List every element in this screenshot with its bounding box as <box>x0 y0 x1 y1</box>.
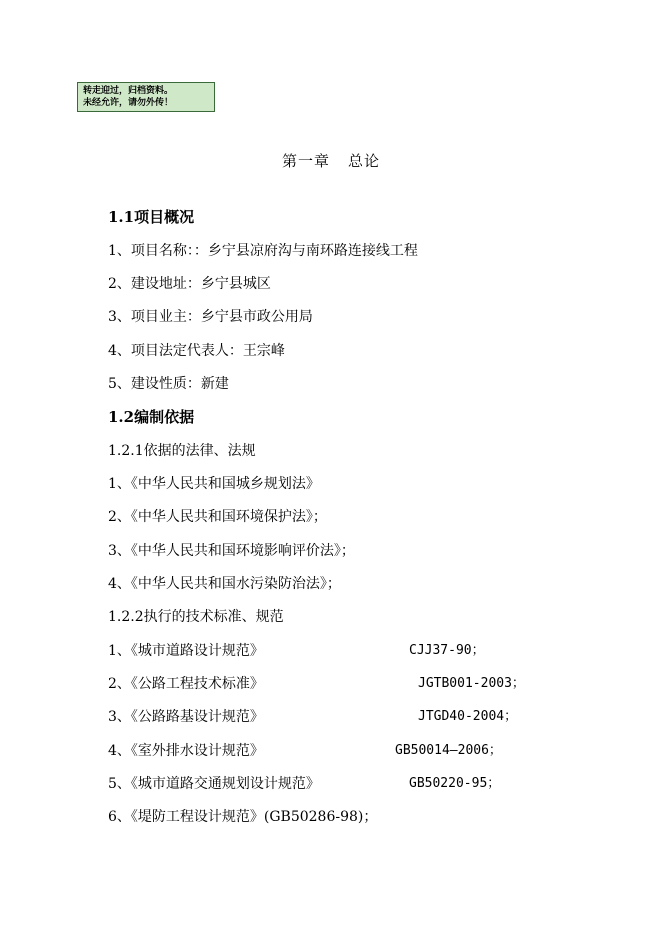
stamp-line-1: 转走迎过，归档资料。 <box>83 86 174 96</box>
standard-name: 1、《城市道路设计规范》 <box>108 643 264 659</box>
law-item: 2、《中华人民共和国环境保护法》； <box>108 509 327 525</box>
standard-code: CJJ37-90； <box>409 643 485 658</box>
section-heading-1-2: 1.2编制依据 <box>108 408 195 426</box>
chapter-name: 总论 <box>348 152 381 170</box>
standard-code: JTGD40-2004； <box>418 709 518 724</box>
project-owner: 3、项目业主：乡宁县市政公用局 <box>108 309 313 325</box>
law-item: 1、《中华人民共和国城乡规划法》 <box>108 476 320 492</box>
standard-name: 2、《公路工程技术标准》 <box>108 676 264 692</box>
law-item: 4、《中华人民共和国水污染防治法》； <box>108 576 341 592</box>
standard-code: GB50014—2006； <box>395 743 502 758</box>
standard-name: 3、《公路路基设计规范》 <box>108 709 264 725</box>
standard-code: GB50220-95； <box>409 776 501 791</box>
stamp-line-2: 未经允许，请勿外传！ <box>83 98 174 108</box>
standards-heading: 1.2.2执行的技术标准、规范 <box>108 609 284 625</box>
standard-item-6: 6、《堤防工程设计规范》(GB50286-98)； <box>108 809 378 825</box>
project-name: 1、项目名称：：乡宁县凉府沟与南环路连接线工程 <box>108 243 418 259</box>
section-heading-1-1: 1.1项目概况 <box>108 208 195 226</box>
project-nature: 5、建设性质：新建 <box>108 376 229 392</box>
standard-name: 4、《室外排水设计规范》 <box>108 743 264 759</box>
law-item: 3、《中华人民共和国环境影响评价法》； <box>108 543 355 559</box>
standard-code: JGTB001-2003； <box>418 676 525 691</box>
laws-heading: 1.2.1依据的法律、法规 <box>108 443 256 459</box>
standard-name: 5、《城市道路交通规划设计规范》 <box>108 776 320 792</box>
chapter-number: 第一章 <box>281 152 330 170</box>
confidential-stamp <box>77 82 215 112</box>
chapter-title <box>0 150 662 171</box>
project-address: 2、建设地址：乡宁县城区 <box>108 276 271 292</box>
project-legal-rep: 4、项目法定代表人：王宗峰 <box>108 343 285 359</box>
